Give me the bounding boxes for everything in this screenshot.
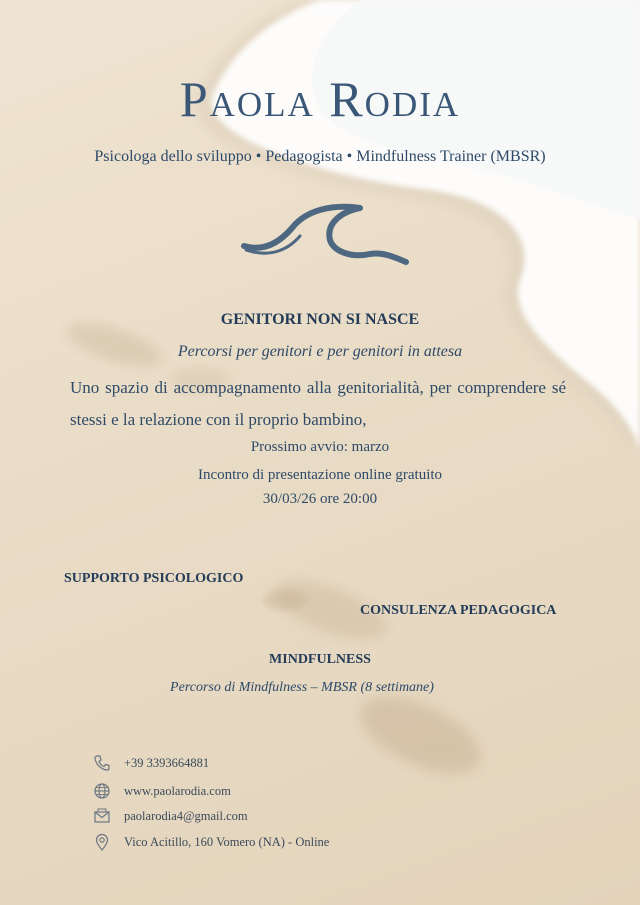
email-icon xyxy=(92,806,112,826)
mindfulness-course: Percorso di Mindfulness – MBSR (8 settimane) xyxy=(170,680,434,695)
contact-website[interactable] xyxy=(92,781,231,801)
service-pedagogical: CONSULENZA PEDAGOGICA xyxy=(360,603,557,618)
wave-icon xyxy=(240,200,410,270)
presentation-info: Incontro di presentazione online gratuito xyxy=(197,467,443,483)
contact-email[interactable] xyxy=(92,806,248,826)
service-mindfulness: MINDFULNESS xyxy=(269,652,371,667)
address-text: Vico Acitillo, 160 Vomero (NA) - Online xyxy=(124,834,330,849)
program-subtitle: Percorsi per genitori e per genitori in attesa xyxy=(177,343,463,360)
email-address: paolarodia4@gmail.com xyxy=(124,808,248,823)
start-date: Prossimo avvio: marzo xyxy=(250,439,390,455)
location-pin-icon xyxy=(92,832,112,852)
page-title: Paola Rodia xyxy=(179,71,461,127)
globe-icon xyxy=(92,781,112,801)
phone-icon xyxy=(92,753,112,773)
presentation-date: 30/03/26 ore 20:00 xyxy=(262,491,378,507)
service-psychological: SUPPORTO PSICOLOGICO xyxy=(64,571,244,586)
tagline: Psicologa dello sviluppo • Pedagogista • Mindfulness Trainer (MBSR) xyxy=(94,148,546,165)
website-link: www.paolarodia.com xyxy=(124,783,231,798)
program-description: Uno spazio di accompagnamento alla genitorialità, per comprendere sé stessi e la relazione con il proprio bambino, xyxy=(70,378,566,429)
contact-address[interactable] xyxy=(92,832,329,852)
contact-phone[interactable] xyxy=(92,753,209,773)
program-title: GENITORI NON SI NASCE xyxy=(220,311,420,328)
phone-number: +39 3393664881 xyxy=(124,755,210,770)
